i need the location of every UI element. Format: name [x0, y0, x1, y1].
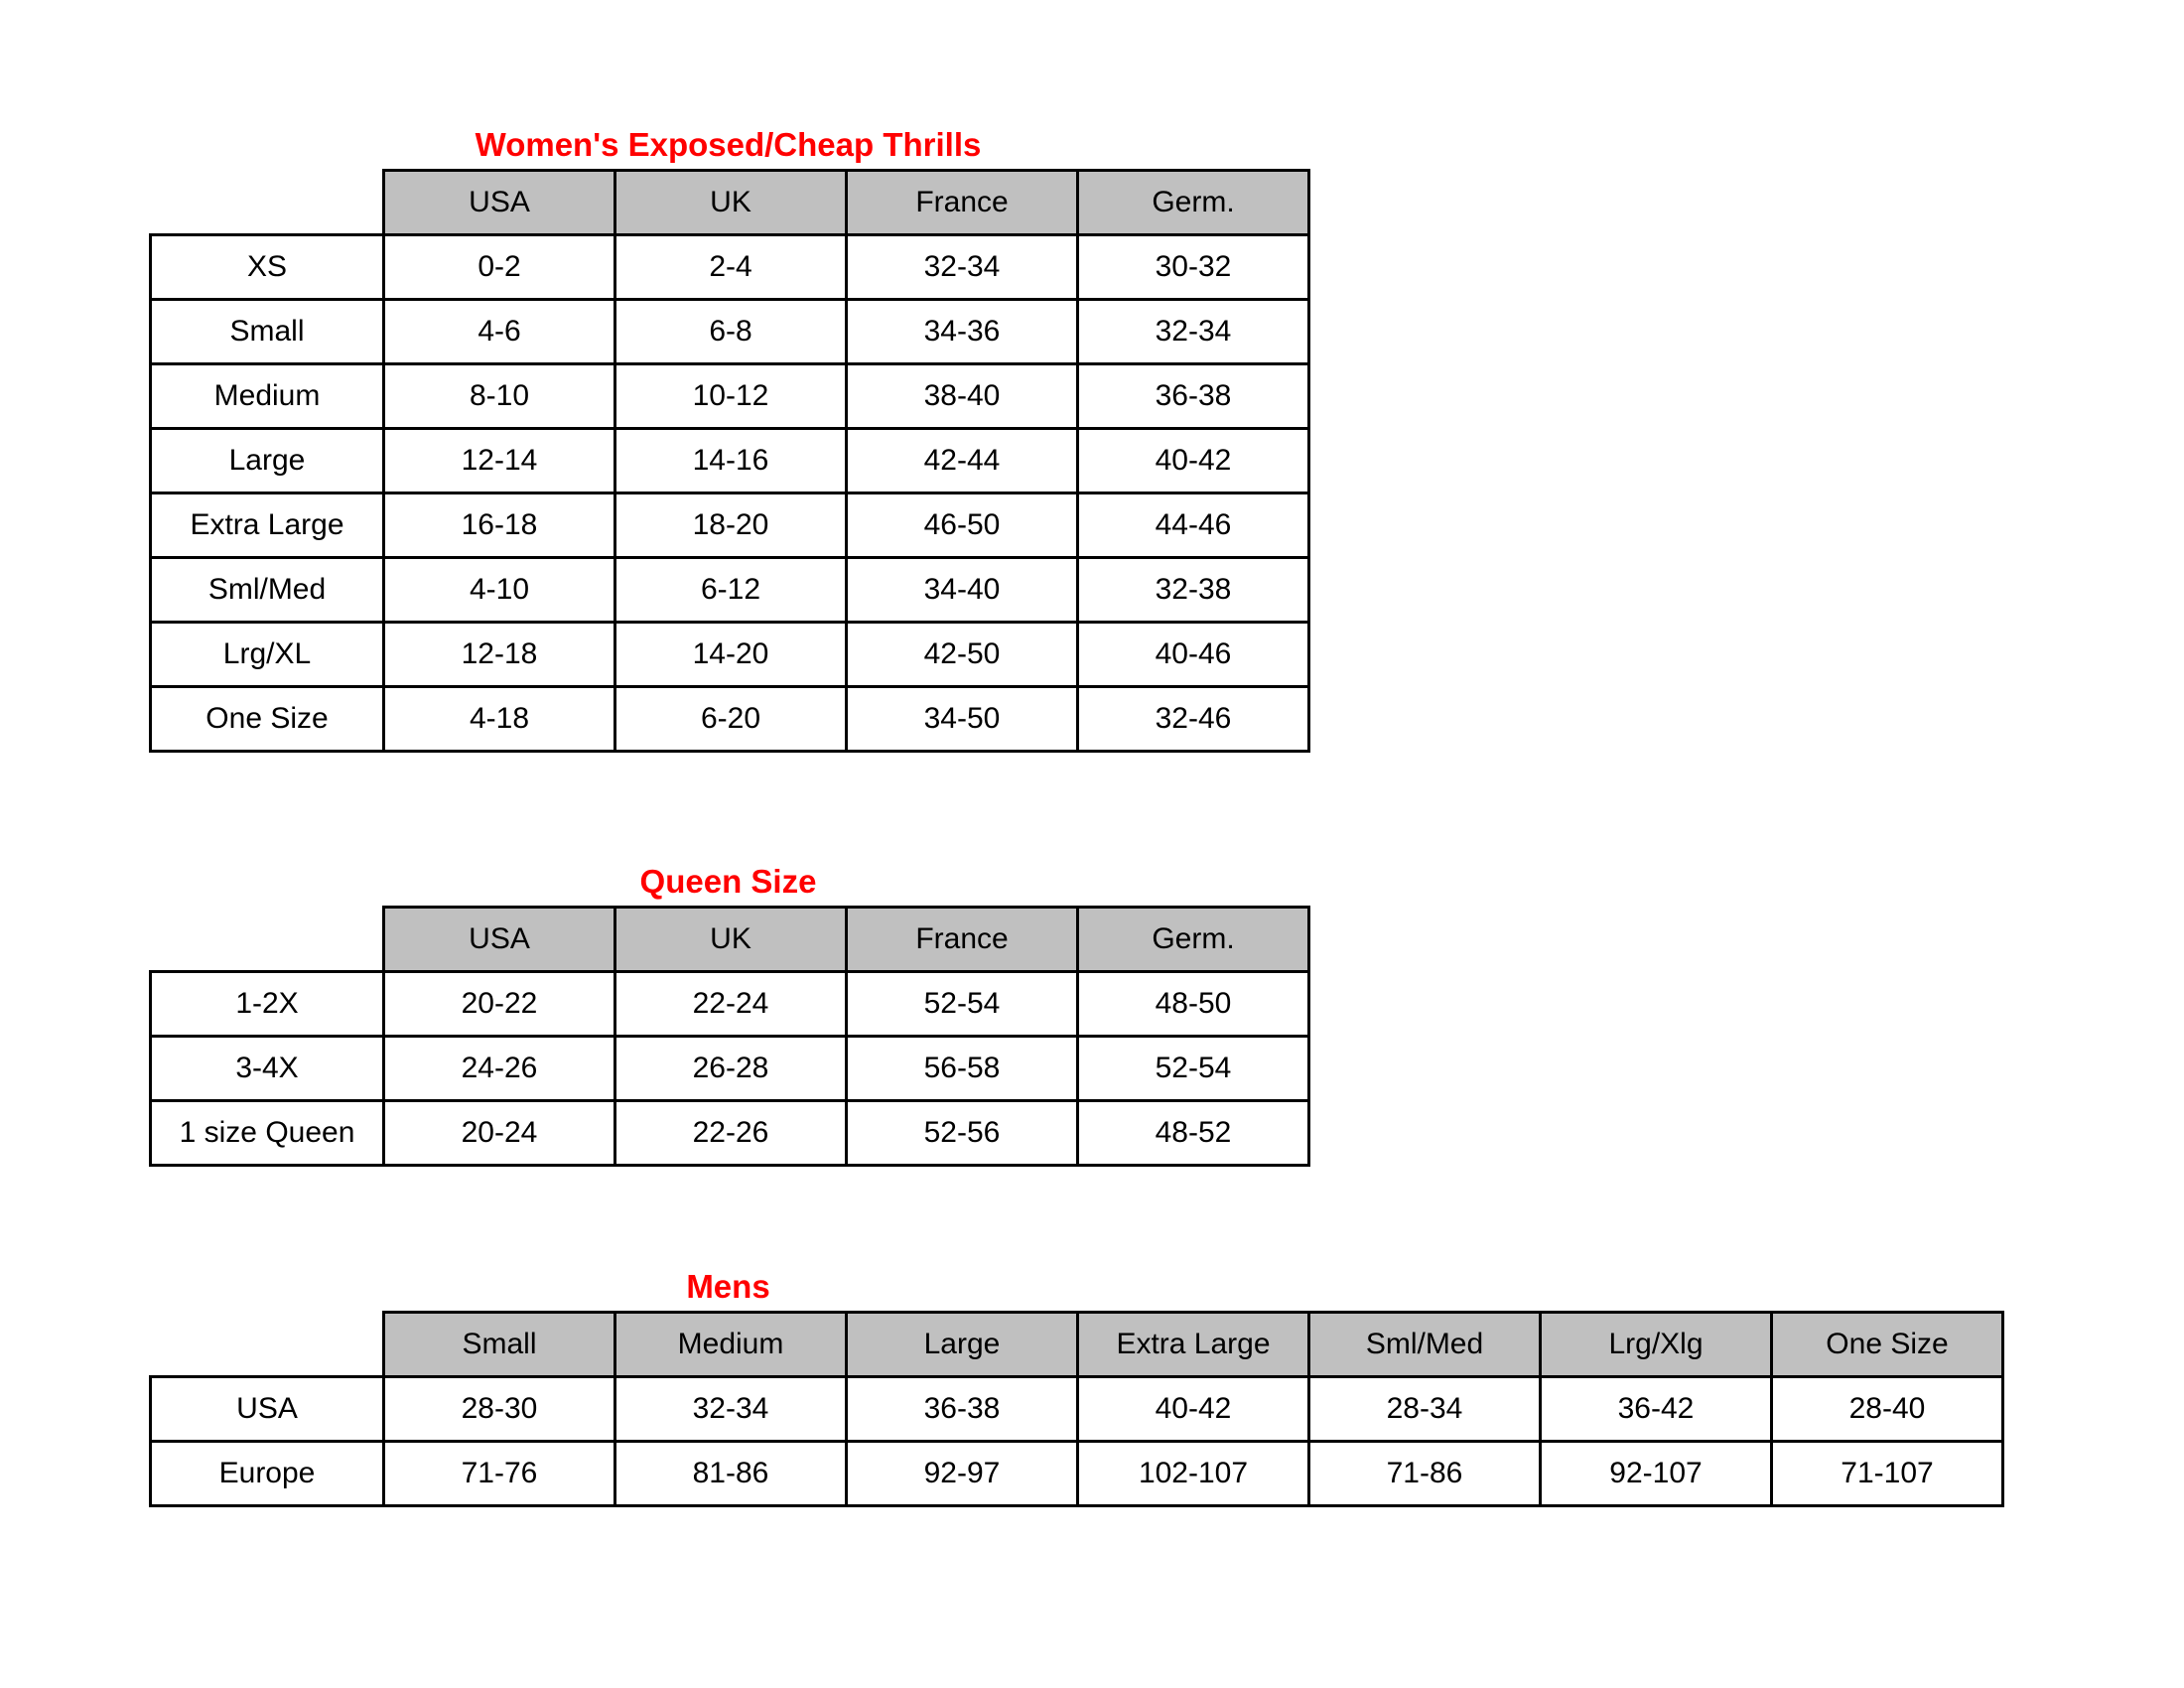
- size-cell: 32-38: [1078, 558, 1309, 623]
- size-cell: 52-54: [1078, 1037, 1309, 1101]
- size-cell: 71-86: [1309, 1442, 1541, 1506]
- size-cell: 32-46: [1078, 687, 1309, 752]
- queen-table-title: Queen Size: [639, 863, 817, 900]
- size-cell: 28-30: [384, 1377, 615, 1442]
- size-cell: 14-20: [615, 623, 847, 687]
- size-cell: 42-50: [847, 623, 1078, 687]
- size-cell: 40-46: [1078, 623, 1309, 687]
- row-label: 1-2X: [151, 972, 384, 1037]
- column-header: Extra Large: [1078, 1313, 1309, 1377]
- womens-size-table: [149, 169, 1310, 753]
- row-label: Extra Large: [151, 493, 384, 558]
- size-cell: 26-28: [615, 1037, 847, 1101]
- column-header: Small: [384, 1313, 615, 1377]
- size-cell: 81-86: [615, 1442, 847, 1506]
- size-cell: 16-18: [384, 493, 615, 558]
- column-header: France: [847, 908, 1078, 972]
- size-cell: 28-34: [1309, 1377, 1541, 1442]
- size-cell: 34-40: [847, 558, 1078, 623]
- size-cell: 102-107: [1078, 1442, 1309, 1506]
- size-cell: 52-54: [847, 972, 1078, 1037]
- size-cell: 48-50: [1078, 972, 1309, 1037]
- row-label: Europe: [151, 1442, 384, 1506]
- size-cell: 22-24: [615, 972, 847, 1037]
- size-cell: 40-42: [1078, 429, 1309, 493]
- column-header: USA: [384, 908, 615, 972]
- queen-table-section: [149, 858, 1310, 1167]
- size-cell: 2-4: [615, 235, 847, 300]
- column-header: UK: [615, 171, 847, 235]
- size-cell: 32-34: [847, 235, 1078, 300]
- size-cell: 92-97: [847, 1442, 1078, 1506]
- size-cell: 40-42: [1078, 1377, 1309, 1442]
- mens-table-title: Mens: [686, 1268, 770, 1305]
- size-cell: 22-26: [615, 1101, 847, 1166]
- row-label: XS: [151, 235, 384, 300]
- womens-table-title: Women's Exposed/Cheap Thrills: [475, 126, 982, 163]
- table-row: [151, 429, 1309, 493]
- row-label: One Size: [151, 687, 384, 752]
- size-cell: 8-10: [384, 364, 615, 429]
- table-row: [151, 1442, 2003, 1506]
- size-cell: 42-44: [847, 429, 1078, 493]
- row-label: Sml/Med: [151, 558, 384, 623]
- table-row: [151, 1101, 1309, 1166]
- size-cell: 4-18: [384, 687, 615, 752]
- size-cell: 20-24: [384, 1101, 615, 1166]
- table-row: [151, 687, 1309, 752]
- size-cell: 71-76: [384, 1442, 615, 1506]
- table-row: [151, 1377, 2003, 1442]
- column-header: Sml/Med: [1309, 1313, 1541, 1377]
- size-cell: 36-38: [847, 1377, 1078, 1442]
- table-row: [151, 1037, 1309, 1101]
- table-row: [151, 623, 1309, 687]
- size-cell: 4-10: [384, 558, 615, 623]
- size-cell: 38-40: [847, 364, 1078, 429]
- table-row: [151, 300, 1309, 364]
- size-cell: 30-32: [1078, 235, 1309, 300]
- column-header: Large: [847, 1313, 1078, 1377]
- row-label: USA: [151, 1377, 384, 1442]
- row-label: Medium: [151, 364, 384, 429]
- column-header: Lrg/Xlg: [1541, 1313, 1772, 1377]
- table-row: [151, 364, 1309, 429]
- mens-table-section: [149, 1263, 2004, 1507]
- size-cell: 12-14: [384, 429, 615, 493]
- header-row: [151, 1313, 2003, 1377]
- size-cell: 92-107: [1541, 1442, 1772, 1506]
- size-cell: 14-16: [615, 429, 847, 493]
- row-label: Lrg/XL: [151, 623, 384, 687]
- size-cell: 18-20: [615, 493, 847, 558]
- column-header: Germ.: [1078, 908, 1309, 972]
- table-row: [151, 493, 1309, 558]
- size-cell: 34-50: [847, 687, 1078, 752]
- size-cell: 6-12: [615, 558, 847, 623]
- size-cell: 56-58: [847, 1037, 1078, 1101]
- row-label: 3-4X: [151, 1037, 384, 1101]
- size-cell: 24-26: [384, 1037, 615, 1101]
- size-cell: 48-52: [1078, 1101, 1309, 1166]
- womens-table-section: [149, 121, 1310, 753]
- size-cell: 4-6: [384, 300, 615, 364]
- corner-spacer: [151, 171, 384, 235]
- size-cell: 71-107: [1772, 1442, 2003, 1506]
- column-header: One Size: [1772, 1313, 2003, 1377]
- table-row: [151, 972, 1309, 1037]
- row-label: Small: [151, 300, 384, 364]
- header-row: [151, 171, 1309, 235]
- size-cell: 10-12: [615, 364, 847, 429]
- size-cell: 0-2: [384, 235, 615, 300]
- column-header: UK: [615, 908, 847, 972]
- size-cell: 32-34: [1078, 300, 1309, 364]
- column-header: USA: [384, 171, 615, 235]
- size-cell: 20-22: [384, 972, 615, 1037]
- size-cell: 46-50: [847, 493, 1078, 558]
- column-header: Germ.: [1078, 171, 1309, 235]
- size-cell: 32-34: [615, 1377, 847, 1442]
- table-row: [151, 558, 1309, 623]
- size-cell: 12-18: [384, 623, 615, 687]
- header-row: [151, 908, 1309, 972]
- column-header: France: [847, 171, 1078, 235]
- size-cell: 34-36: [847, 300, 1078, 364]
- size-cell: 36-42: [1541, 1377, 1772, 1442]
- column-header: Medium: [615, 1313, 847, 1377]
- size-cell: 6-20: [615, 687, 847, 752]
- row-label: 1 size Queen: [151, 1101, 384, 1166]
- row-label: Large: [151, 429, 384, 493]
- queen-size-table: [149, 906, 1310, 1167]
- mens-size-table: [149, 1311, 2004, 1507]
- size-cell: 52-56: [847, 1101, 1078, 1166]
- size-cell: 36-38: [1078, 364, 1309, 429]
- table-row: [151, 235, 1309, 300]
- size-cell: 6-8: [615, 300, 847, 364]
- corner-spacer: [151, 908, 384, 972]
- size-cell: 44-46: [1078, 493, 1309, 558]
- size-cell: 28-40: [1772, 1377, 2003, 1442]
- corner-spacer: [151, 1313, 384, 1377]
